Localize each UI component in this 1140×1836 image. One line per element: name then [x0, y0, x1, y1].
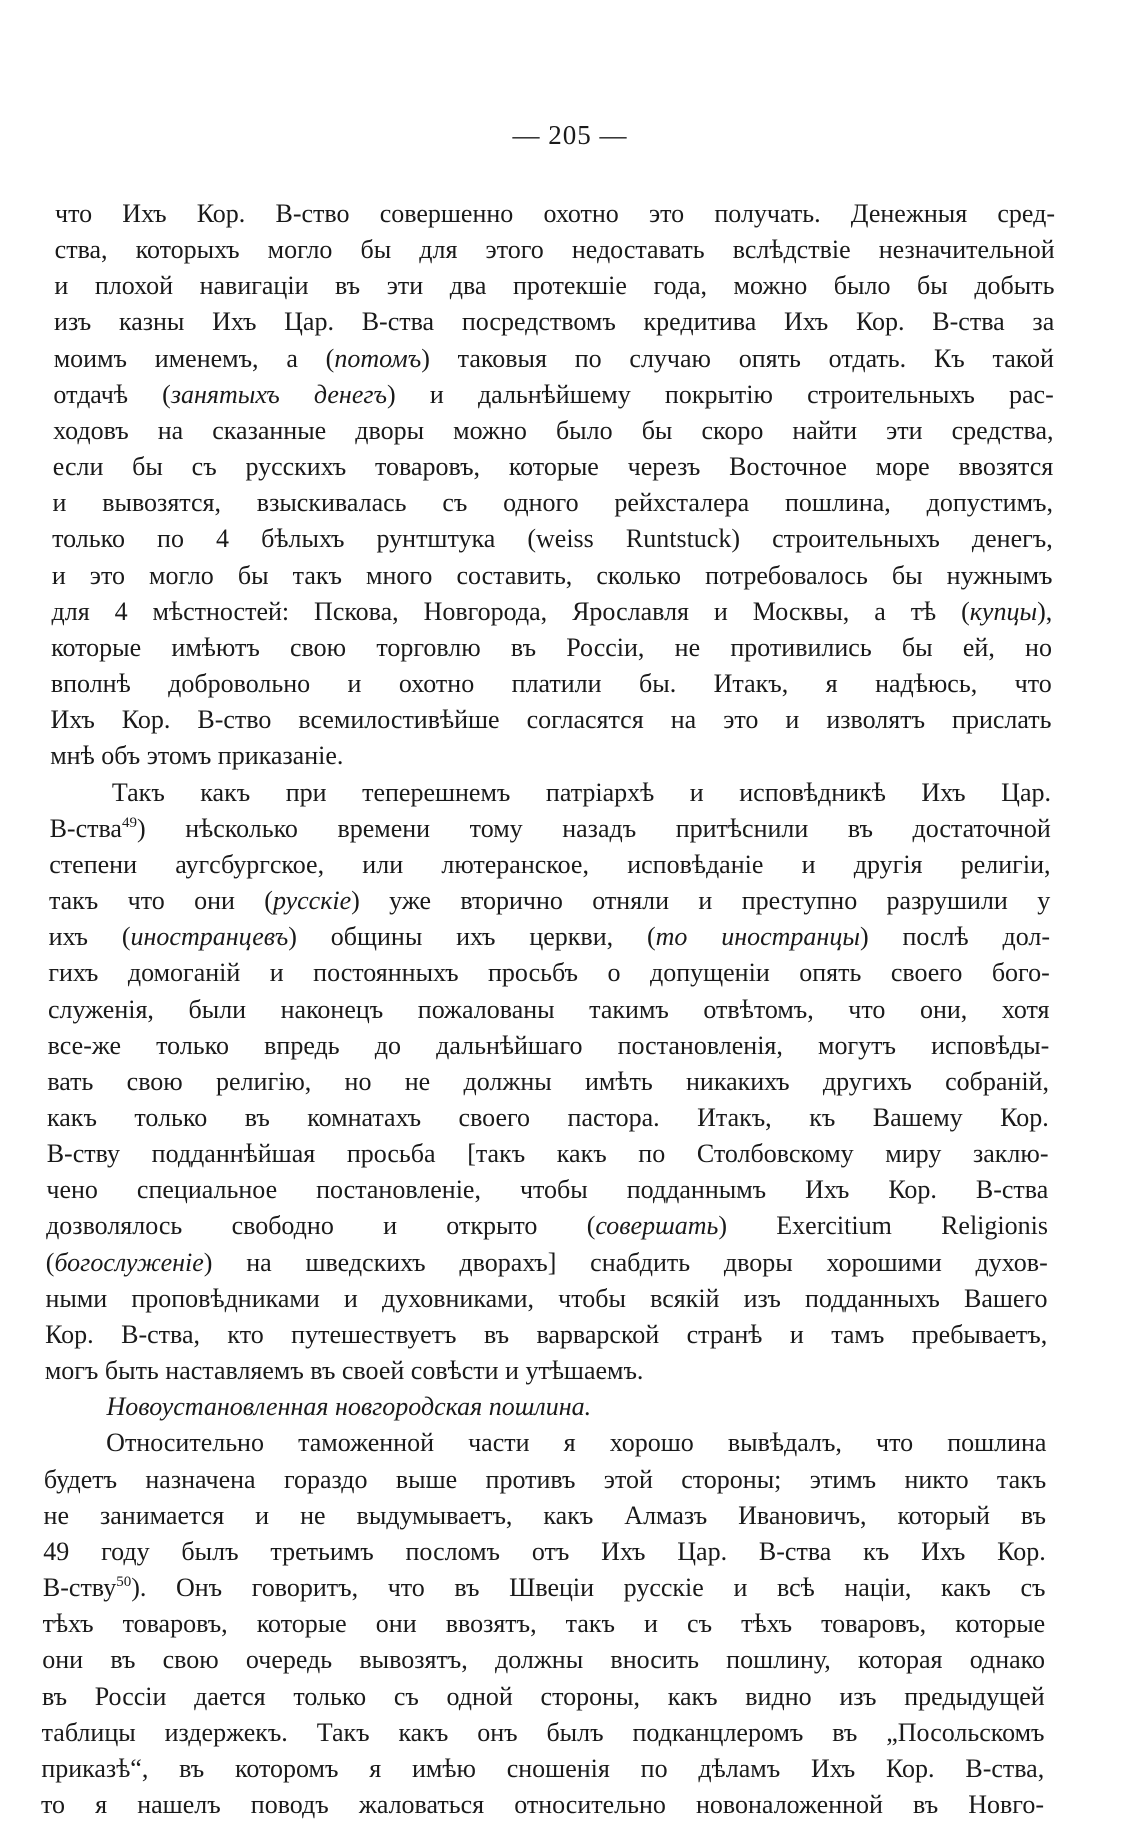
text-line: [48, 955, 1049, 991]
text-segment: степени аугсбургское, или лютеранское, исповѣданіе и другія религіи,: [49, 849, 1051, 879]
text-line: [54, 268, 1054, 304]
text-segment: въ Россіи дается только съ одной стороны, какъ видно изъ предыдущей: [41, 1681, 1045, 1711]
text-line: [42, 1642, 1045, 1678]
text-line: [112, 775, 1051, 811]
text-line: [106, 1425, 1046, 1461]
text-line: [55, 232, 1055, 268]
text-segment: все-же только впредь до дальнѣйшаго постановленія, могутъ исповѣды-: [47, 1030, 1050, 1060]
text-segment: ) послѣ дол-: [859, 922, 1050, 952]
text-line: [46, 1245, 1048, 1281]
text-segment: вполнѣ добровольно и охотно платили бы. Итакъ, я надѣюсь, что: [50, 669, 1052, 699]
section-heading: [107, 1389, 1047, 1425]
text-line: [48, 1028, 1050, 1064]
italic-text: занятыхъ денегъ: [170, 379, 388, 409]
text-line: [46, 1208, 1048, 1244]
text-segment: ) уже вторично отняли и преступно разрушили у: [351, 886, 1051, 916]
text-line: [41, 1751, 1044, 1787]
text-segment: и плохой навигаціи въ эти два протекшіе года, можно было бы добыть: [54, 271, 1055, 301]
text-line: [45, 1353, 1047, 1389]
text-line: [42, 1679, 1045, 1715]
text-segment: и вывозятся, взыскивалась съ одного рейхсталера пошлина, допустимъ,: [52, 488, 1053, 518]
text-segment: тѣхъ товаровъ, которые они ввозятъ, такъ и съ тѣхъ товаровъ, которые: [42, 1609, 1046, 1639]
text-line: [50, 738, 1051, 774]
italic-text: то иностранцы: [655, 922, 860, 952]
footnote-ref: 50: [116, 1574, 132, 1591]
text-line: [50, 811, 1051, 847]
page-number: — 205 —: [512, 120, 628, 150]
text-segment: гихъ домоганій и постоянныхъ просьбъ о допущеніи опять своего бого-: [48, 958, 1050, 988]
text-line: [55, 196, 1055, 232]
text-segment: ными проповѣдниками и духовниками, чтобы всякій изъ подданныхъ Вашего: [45, 1283, 1048, 1313]
text-segment: В-ства: [49, 813, 122, 843]
text-segment: В-ству: [42, 1573, 117, 1603]
text-segment: таблицы издержекъ. Такъ какъ онъ былъ подканцлеромъ въ „Посольскомъ: [41, 1717, 1045, 1747]
text-segment: отдачѣ (: [53, 379, 171, 409]
text-segment: такъ что они (: [48, 886, 273, 916]
italic-text: богослуженіе: [54, 1247, 204, 1277]
text-segment: ) нѣсколько времени тому назадъ притѣснили въ достаточной: [136, 813, 1051, 843]
text-line: [42, 1715, 1045, 1751]
text-line: [52, 558, 1053, 594]
text-line: [49, 847, 1050, 883]
text-segment: которые имѣютъ свою торговлю въ Россіи, не противились бы ей, но: [51, 632, 1052, 662]
text-line: [52, 485, 1053, 521]
text-segment: ) на шведскихъ дворахъ] снабдить дворы хорошими духов-: [203, 1247, 1048, 1277]
text-line: [51, 702, 1052, 738]
text-segment: Кор. В-ства, кто путешествуетъ въ варварской странѣ и тамъ пребываетъ,: [45, 1319, 1048, 1349]
text-line: [51, 630, 1052, 666]
text-segment: ) и дальнѣйшему покрытію строительныхъ рас-: [387, 379, 1054, 409]
text-segment: какъ только въ комнатахъ своего пастора. Итакъ, къ Вашему Кор.: [47, 1103, 1049, 1132]
text-line: [51, 666, 1052, 702]
text-line: [54, 341, 1054, 377]
italic-text: купцы: [969, 596, 1038, 626]
text-segment: Такъ какъ при теперешнемъ патріархѣ и исповѣдникѣ Ихъ Цар.: [111, 777, 1051, 807]
footnote-ref: 49: [121, 814, 137, 831]
text-segment: могъ быть наставляемъ въ своей совѣсти и утѣшаемъ.: [44, 1356, 644, 1386]
text-line: [47, 1136, 1049, 1172]
text-segment: 49 году былъ третьимъ посломъ отъ Ихъ Цар. В-ства къ Ихъ Кор.: [43, 1536, 1046, 1566]
text-line: [53, 413, 1053, 449]
text-line: [44, 1462, 1046, 1498]
text-segment: (: [45, 1247, 55, 1277]
text-segment: если бы съ русскихъ товаровъ, которые черезъ Восточное море ввозятся: [52, 452, 1054, 482]
text-segment: ) таковыя по случаю опять отдать. Къ такой: [421, 343, 1054, 373]
text-segment: Ихъ Кор. В-ство всемилостивѣйше согласятся на это и изволятъ прислать: [50, 705, 1052, 735]
text-line: [54, 304, 1054, 340]
text-line: [53, 449, 1053, 485]
text-line: [52, 594, 1053, 630]
text-segment: ходовъ на сказанные дворы можно было бы скоро найти эти средства,: [53, 415, 1054, 445]
text-segment: приказѣ“, въ которомъ я имѣю сношенія по дѣламъ Ихъ Кор. В-ства,: [41, 1753, 1045, 1783]
text-line: [46, 1172, 1048, 1208]
text-line: [48, 992, 1050, 1028]
text-segment: моимъ именемъ, а (: [53, 343, 335, 373]
text-segment: то я нашелъ поводъ жаловаться относительно новоналоженной въ Новго-: [41, 1790, 1044, 1820]
text-segment: будетъ назначена гораздо выше противъ этой стороны; этимъ никто такъ: [43, 1464, 1047, 1494]
text-segment: вать свою религію, но не должны имѣть никакихъ другихъ собраній,: [47, 1066, 1049, 1096]
text-segment: ),: [1037, 596, 1053, 626]
text-segment: В-ству подданнѣйшая просьба [такъ какъ по Столбовскому миру заклю-: [46, 1139, 1049, 1169]
italic-text: русскіе: [272, 886, 352, 916]
text-segment: для 4 мѣстностей: Пскова, Новгорода, Ярославля и Москвы, а тѣ (: [51, 596, 970, 626]
italic-text: совершать: [595, 1211, 719, 1241]
text-line: [43, 1534, 1046, 1570]
italic-text: Новоустановленная новгородская пошлина.: [106, 1392, 592, 1422]
text-line: [53, 377, 1053, 413]
text-segment: они въ свою очередь вывозятъ, должны вносить пошлину, которая однако: [42, 1645, 1045, 1675]
text-line: [43, 1606, 1046, 1642]
text-line: [41, 1787, 1044, 1823]
text-segment: Относительно таможенной части я хорошо вывѣдалъ, что пошлина: [106, 1428, 1047, 1458]
text-segment: ) общины ихъ церкви, (: [288, 922, 656, 952]
text-line: [43, 1570, 1046, 1606]
text-line: [45, 1281, 1047, 1317]
text-line: [45, 1317, 1047, 1353]
text-line: [49, 919, 1050, 955]
text-segment: чено специальное постановленіе, чтобы подданнымъ Ихъ Кор. В-ства: [46, 1175, 1049, 1205]
text-segment: ства, которыхъ могло бы для этого недоставать вслѣдствіе незначительной: [54, 235, 1055, 265]
italic-text: иностранцевъ: [130, 922, 289, 952]
text-line: [49, 883, 1050, 919]
text-segment: что Ихъ Кор. В-ство совершенно охотно это получать. Денежныя сред-: [55, 199, 1055, 228]
text-segment: и это могло бы такъ много составить, сколько потребовалось бы нужнымъ: [51, 560, 1053, 590]
text-line: [47, 1064, 1049, 1100]
text-segment: ) Exercitium Religionis: [718, 1211, 1048, 1241]
text-line: [44, 1498, 1046, 1534]
text-segment: только по 4 бѣлыхъ рунтштука (weiss Runtstuck) строительныхъ денегъ,: [52, 524, 1053, 554]
text-segment: не занимается и не выдумываетъ, какъ Алмазъ Ивановичъ, который въ: [43, 1500, 1046, 1530]
italic-text: потомъ: [334, 343, 422, 373]
text-line: [47, 1100, 1049, 1136]
text-segment: дозволялось свободно и открыто (: [46, 1211, 596, 1241]
text-segment: мнѣ объ этомъ приказаніе.: [50, 741, 344, 771]
text-segment: ихъ (: [48, 922, 131, 952]
text-line: [52, 521, 1053, 557]
text-segment: ). Онъ говоритъ, что въ Швеціи русскіе и всѣ націи, какъ съ: [131, 1573, 1046, 1603]
text-segment: служенія, были наконецъ пожалованы такимъ отвѣтомъ, что они, хотя: [48, 994, 1050, 1024]
text-segment: изъ казны Ихъ Цар. В-ства посредствомъ кредитива Ихъ Кор. В-ства за: [54, 307, 1055, 337]
